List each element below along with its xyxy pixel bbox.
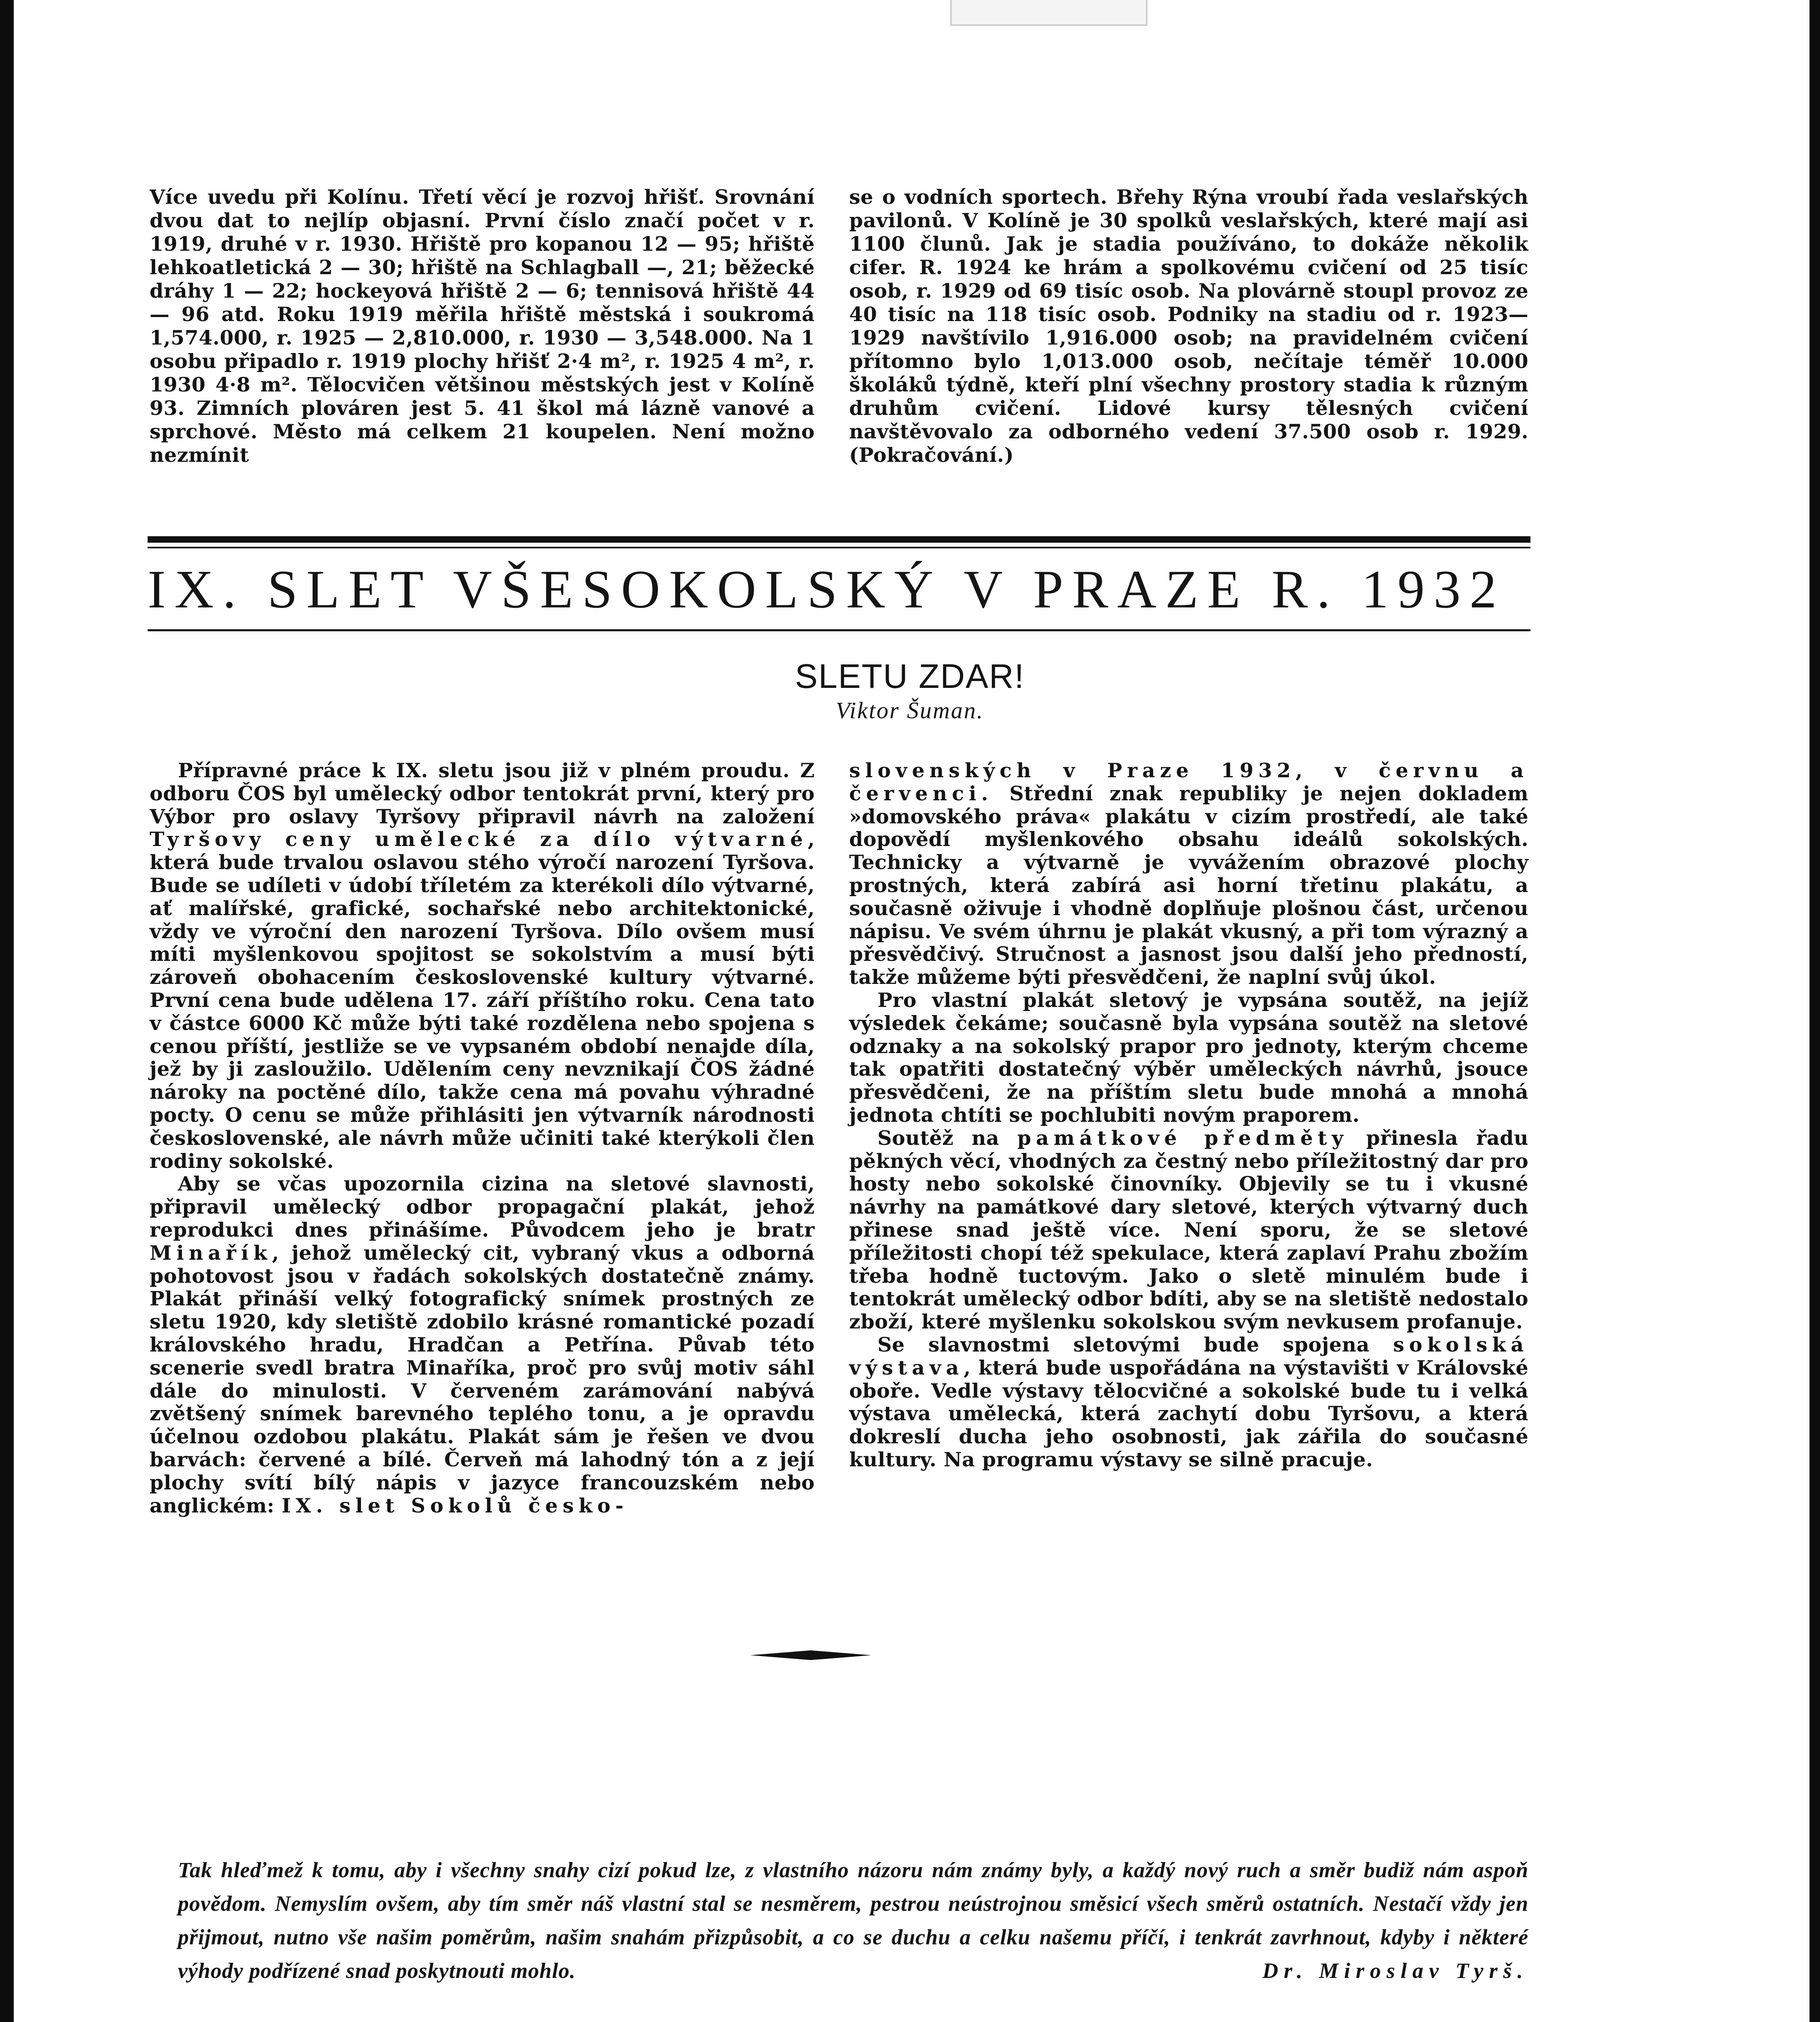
text-run: Přípravné práce k IX. sletu jsou již v plném proudu. Z odboru ČOS byl umělecký odbor tentokrát první, který pro Výbor pro oslavy Tyršovy připravil návrh na založení: [150, 759, 815, 828]
divider-ornament: [750, 1649, 871, 1661]
spaced-emphasis: slovenských v Praze 1932, v červnu a červenci.: [849, 759, 1528, 805]
article-right-column: [849, 759, 1528, 1471]
quote-text: Tak hleďmež k tomu, aby i všechny snahy cizí pokud lze, z vlastního názoru nám známy byly, a každý nový ruch a směr budiž nám aspoň povědom. Nemyslím ovšem, aby tím směr náš vlastní stal se nesměrem, pestrou neústrojnou směsicí všech směrů ostatních. Nestačí vždy jen přijmout, nutno vše našim poměrům, našim snahám přizpůsobit, a co se duchu a celku našemu příčí, i tenkrát zavrhnout, kdyby i některé výhody podřízené snad poskytnouti mohlo.: [178, 1858, 1528, 1983]
article-author: Viktor Šuman.: [835, 697, 984, 723]
spaced-emphasis: sokolská výstava: [849, 1332, 1528, 1379]
article-left-column: [150, 759, 815, 1517]
continuation-left-column: Více uvedu při Kolínu. Třetí věcí je rozvoj hřišť. Srovnání dvou dat to nejlíp objasní. První číslo značí počet v r. 1919, druhé v r. 1930. Hřiště pro kopanou 12 — 95; hřiště lehkoatletická 2 — 30; hřiště na Schlagball —, 21; běžecké dráhy 1 — 22; hockeyová hřiště 2 — 6; tennisová hřiště 44 — 96 atd. Roku 1919 měřila hřiště městská i soukromá 1,574.000, r. 1925 — 2,810.000, r. 1930 — 3,548.000. Na 1 osobu připadlo r. 1919 plochy hřišť 2·4 m², r. 1925 4 m², r. 1930 4·8 m². Tělocvičen většinou městských jest v Kolíně 93. Zimních plováren jest 5. 41 škol má lázně vanové a sprchové. Město má celkem 21 koupelen. Není možno nezmínit: [150, 185, 815, 467]
spaced-emphasis: Minařík: [150, 1241, 272, 1265]
text-run: Střední znak republiky je nejen dokladem »domovského práva« plakátu v cizím prostředí, ale také dopovědí myšlenkového obsahu ideálů sokolských. Technicky a výtvarně je vyvážením obrazové plochy prostných, která zabírá asi horní třetinu plakátu, a současně oživuje i vhodně doplňuje plošnou část, určenou nápisu. Ve svém úhrnu je plakát vkusný, a při tom výrazný a přesvědčivý. Stručnost a jasnost jsou další jeho předností, takže můžeme býti přesvědčeni, že naplní svůj úkol.: [849, 781, 1528, 989]
article-title: SLETU ZDAR!: [795, 657, 1025, 695]
section-rule-thin: [148, 547, 1530, 548]
scan-border-left: [0, 0, 14, 2022]
article-paragraph: [849, 1127, 1528, 1333]
article-paragraph: [150, 759, 815, 1172]
text-run: Soutěž na: [877, 1126, 1017, 1150]
text-run: , která bude trvalou oslavou stého výročí narození Tyršova. Bude se udíleti v údobí tříletém za kterékoli dílo výtvarné, ať malířské, grafické, sochařské nebo architektonické, vždy ve výroční den narození Tyršova. Dílo ovšem musí míti myšlenkovou spojitost se sokolstvím a musí býti zároveň obohacením československé kultury výtvarné. První cena bude udělena 17. září příštího roku. Cena tato v částce 6000 Kč může býti také rozdělena nebo spojena s cenou příští, jestliže se ve vypsaném období nenajde díla, jež by ji zasloužilo. Udělením ceny nevznikají ČOS žádné nároky na poctěné dílo, takže cena má povahu výhradné pocty. O cenu se může přihlásiti jen výtvarník národnosti československé, ale návrh může učiniti také kterýkoli člen rodiny sokolské.: [150, 827, 815, 1173]
section-rule-under: [148, 629, 1530, 631]
spaced-emphasis: Tyršovy ceny umělecké za dílo výtvarné: [150, 827, 808, 851]
text-run: , která bude uspořádána na výstavišti v Královské oboře. Vedle výstavy tělocvičné a sokolské bude tu i velká výstava umělecká, která zachytí dobu Tyršovu, a která dokreslí ducha jeho osobnosti, jak zářila do současné kultury. Na programu výstavy se silně pracuje.: [849, 1356, 1528, 1471]
text-run: , jehož umělecký cit, vybraný vkus a odborná pohotovost jsou v řadách sokolských dostatečně známy. Plakát přináší velký fotografický snímek prostných ze sletu 1920, kdy sletiště zdobilo krásné romantické pozadí královského hradu, Hradčan a Petřína. Půvab této scenerie svedl bratra Minaříka, proč pro svůj motiv sáhl dále do minulosti. V červeném zarámování nabývá zvětšený snímek barevného teplého tonu, a je opravdu účelnou ozdobou plakátu. Plakát sám je řešen ve dvou barvách: červené a bílé. Červeň má lahodný tón a z její plochy svítí bílý nápis v jazyce francouzském nebo anglickém:: [150, 1241, 815, 1517]
spaced-emphasis: IX. slet Sokolů česko-: [281, 1493, 629, 1517]
quote-author: Dr. Miroslav Tyrš.: [1262, 1959, 1528, 1983]
article-paragraph: [849, 1333, 1528, 1471]
continuation-right-column: se o vodních sportech. Břehy Rýna vroubí řada veslařských pavilonů. V Kolíně je 30 spolků veslařských, které mají asi 1100 člunů. Jak je stadia používáno, to dokáže několik cifer. R. 1924 ke hrám a spolkovému cvičení od 25 tisíc osob, r. 1929 od 69 tisíc osob. Na plovárně stoupl provoz ze 40 tisíc na 118 tisíc osob. Podniky na stadiu od r. 1923—1929 navštívilo 1,916.000 osob; na pravidelném cvičení přítomno bylo 1,013.000 osob, nečítaje téměř 10.000 školáků týdně, kteří plní všechny prostory stadia k různým druhům cvičení. Lidové kursy tělesných cvičení navštěvovalo za odborného vedení 37.500 osob r. 1929. (Pokračování.): [849, 185, 1528, 467]
scan-border-right: [1809, 0, 1820, 2022]
tyrs-quote: [178, 1853, 1528, 1988]
text-run: Se slavnostmi sletovými bude spojena: [877, 1332, 1393, 1356]
spaced-emphasis: památkové předměty: [1017, 1126, 1349, 1150]
article-paragraph: Pro vlastní plakát sletový je vypsána soutěž, na jejíž výsledek čekáme; současně byla vypsána soutěž na sletové odznaky a na sokolský prapor pro jednoty, kterým chceme tak opatřiti dostatečný výběr uměleckých návrhů, jsouce přesvědčeni, že na příštím sletu bude mnohá a mnohá jednota chtíti se pochlubiti novým praporem.: [849, 988, 1528, 1127]
text-run: Aby se včas upozornila cizina na sletové slavnosti, připravil umělecký odbor propagační plakát, jehož reprodukci dnes přinášíme. Původcem jeho je bratr: [150, 1172, 815, 1242]
text-run: přinesla řadu pěkných věcí, vhodných za čestný nebo příležitostný dar pro hosty nebo sokolské činovníky. Objevily se tu i vkusné návrhy na památkové dary sletové, kterých výtvarný duch přinese snad ještě více. Není sporu, že se sletové příležitosti chopí též spekulace, která zaplaví Prahu zbožím třeba hodně tuctovým. Jako o sletě minulém bude i tentokrát umělecký odbor bdíti, aby se na sletiště nedostalo zboží, které myšlenku sokolskou svým nevkusem profanuje.: [849, 1126, 1528, 1334]
section-title: IX. SLET VŠESOKOLSKÝ V PRAZE R. 1932: [148, 559, 1506, 619]
section-rule-thick: [148, 536, 1530, 543]
article-paragraph: [849, 759, 1528, 989]
scan-top-mark: [950, 0, 1148, 26]
article-paragraph: [150, 1172, 815, 1517]
